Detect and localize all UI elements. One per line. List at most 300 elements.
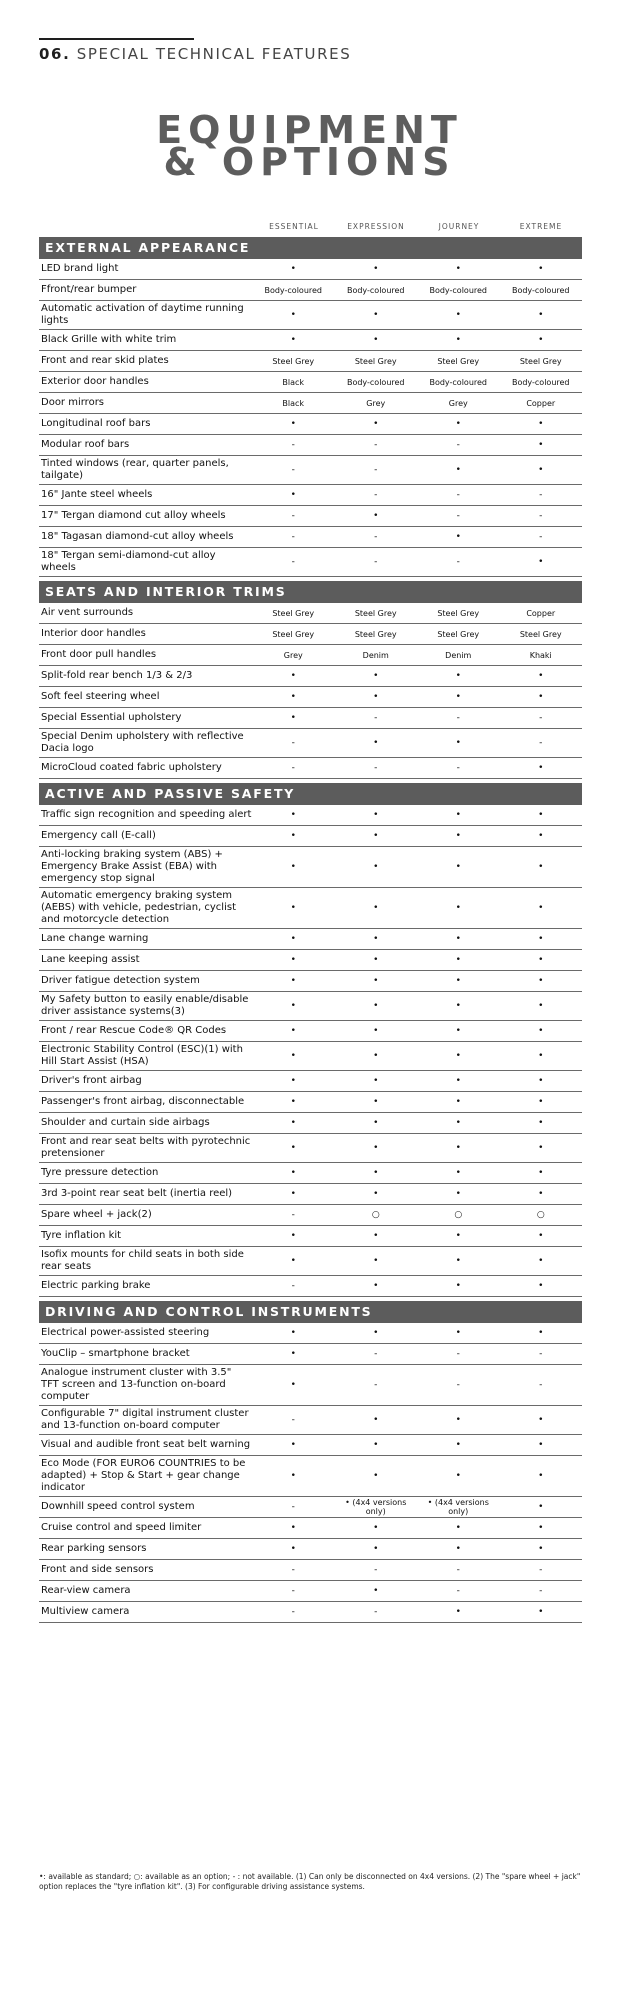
table-cell: • <box>290 692 296 702</box>
table-cell: • <box>373 1168 379 1178</box>
table-row <box>39 666 582 687</box>
feature-label: Passenger's front airbag, disconnectable <box>41 1096 245 1107</box>
table-cell: - <box>539 1380 543 1390</box>
table-row <box>39 280 582 301</box>
footnote: •: available as standard; ○: available as an option; - : not available. (1) Can only be disconnected on 4x4 versions. (2) The "spare wheel + jack" option replaces the "tyre inflation kit". (3) For configurable driving assistance systems. <box>39 1872 581 1891</box>
feature-label: Lane keeping assist <box>41 954 140 965</box>
table-row <box>39 1539 582 1560</box>
table-cell: • <box>538 310 544 320</box>
table-cell: • <box>455 831 461 841</box>
table-cell: - <box>291 763 295 773</box>
feature-label: Air vent surrounds <box>41 607 134 618</box>
table-cell: • <box>538 763 544 773</box>
table-cell: • <box>373 1143 379 1153</box>
table-cell: Body-coloured <box>511 377 570 387</box>
table-cell: • <box>373 511 379 521</box>
feature-label: Eco Mode (FOR EURO6 COUNTRIES to be adapted) + Stop & Start + gear change indicator <box>41 1458 246 1493</box>
table-cell: - <box>456 440 460 450</box>
table-cell: Steel Grey <box>354 608 397 618</box>
table-cell: • <box>373 419 379 429</box>
table-cell: • <box>290 713 296 723</box>
table-row <box>39 992 582 1021</box>
feature-label: Soft feel steering wheel <box>41 691 160 702</box>
table-cell: • <box>290 1471 296 1481</box>
table-cell: • <box>290 264 296 274</box>
table-cell: • <box>455 419 461 429</box>
table-cell: • <box>290 1118 296 1128</box>
feature-label: Front and rear skid plates <box>41 355 169 366</box>
table-cell: • <box>455 1097 461 1107</box>
feature-label: Emergency call (E-call) <box>41 830 156 841</box>
table-cell: • <box>455 1523 461 1533</box>
table-row <box>39 259 582 280</box>
table-row <box>39 1021 582 1042</box>
table-cell: - <box>539 738 543 748</box>
table-cell: • <box>455 1076 461 1086</box>
table-row <box>39 1323 582 1344</box>
column-header-essential: ESSENTIAL <box>269 222 319 231</box>
feature-label: Interior door handles <box>41 628 146 639</box>
section-header: EXTERNAL APPEARANCE <box>39 237 582 259</box>
table-row <box>39 1134 582 1163</box>
table-cell: • <box>290 419 296 429</box>
chapter-number: 06. <box>39 45 71 63</box>
table-cell: • <box>538 264 544 274</box>
table-cell: • <box>538 1440 544 1450</box>
table-cell: • <box>455 1415 461 1425</box>
table-cell: • <box>455 264 461 274</box>
table-cell: • <box>538 1502 544 1512</box>
table-row <box>39 1518 582 1539</box>
section-header: DRIVING AND CONTROL INSTRUMENTS <box>39 1301 582 1323</box>
table-cell: - <box>291 511 295 521</box>
table-cell: Black <box>282 398 305 408</box>
page-title-line1: EQUIPMENT <box>156 108 463 152</box>
table-cell: - <box>456 1586 460 1596</box>
table-cell: • <box>538 1471 544 1481</box>
table-cell: • <box>538 1118 544 1128</box>
table-cell: • <box>290 862 296 872</box>
table-cell: Grey <box>283 650 303 660</box>
table-row <box>39 485 582 506</box>
table-cell: - <box>539 511 543 521</box>
table-cell: • <box>373 810 379 820</box>
table-row <box>39 351 582 372</box>
table-row <box>39 1205 582 1226</box>
table-cell: Copper <box>526 608 556 618</box>
feature-label: Front and rear seat belts with pyrotechnic pretensioner <box>41 1136 251 1159</box>
table-cell: • <box>373 1256 379 1266</box>
table-cell: • <box>290 1440 296 1450</box>
table-cell: - <box>291 1607 295 1617</box>
table-row <box>39 826 582 847</box>
feature-label: Electric parking brake <box>41 1280 151 1291</box>
feature-label: Longitudinal roof bars <box>41 418 151 429</box>
feature-label: Tyre pressure detection <box>41 1167 159 1178</box>
feature-label: Automatic emergency braking system (AEBS) with vehicle, pedestrian, cyclist and motorcycle detection <box>41 890 236 925</box>
table-row <box>39 506 582 527</box>
table-cell: • <box>455 1051 461 1061</box>
table-cell: • <box>373 1118 379 1128</box>
table-cell: Steel Grey <box>354 629 397 639</box>
table-cell: • <box>455 1168 461 1178</box>
feature-label: Visual and audible front seat belt warning <box>41 1439 251 1450</box>
table-cell: - <box>291 1210 295 1220</box>
table-cell: • <box>538 335 544 345</box>
table-cell: • <box>290 1380 296 1390</box>
feature-label: Door mirrors <box>41 397 105 408</box>
table-cell: • <box>538 1415 544 1425</box>
table-cell: • <box>538 465 544 475</box>
table-cell: • <box>455 862 461 872</box>
feature-label: Rear parking sensors <box>41 1543 147 1554</box>
table-cell: • <box>538 903 544 913</box>
table-cell: • <box>538 1051 544 1061</box>
table-cell: Steel Grey <box>437 608 480 618</box>
table-cell: • <box>373 1051 379 1061</box>
table-cell: • <box>290 1001 296 1011</box>
feature-label: Special Essential upholstery <box>41 712 182 723</box>
table-row <box>39 414 582 435</box>
table-cell: • <box>455 1256 461 1266</box>
table-cell: - <box>374 532 378 542</box>
feature-label: Electronic Stability Control (ESC)(1) with Hill Start Assist (HSA) <box>41 1044 243 1067</box>
feature-label: Modular roof bars <box>41 439 130 450</box>
table-row <box>39 1344 582 1365</box>
table-cell: - <box>456 511 460 521</box>
table-cell: • <box>538 1231 544 1241</box>
table-cell: - <box>539 532 543 542</box>
table-cell: • <box>373 1544 379 1554</box>
table-cell: • <box>290 490 296 500</box>
feature-label: Analogue instrument cluster with 3.5" TFT screen and 13-function on-board computer <box>41 1367 232 1402</box>
table-row <box>39 929 582 950</box>
table-row <box>39 950 582 971</box>
table-cell: • <box>538 1001 544 1011</box>
table-row <box>39 805 582 826</box>
feature-label: Tinted windows (rear, quarter panels, tailgate) <box>41 458 229 481</box>
table-cell: • <box>290 1544 296 1554</box>
feature-label: Ffront/rear bumper <box>41 284 137 295</box>
table-cell: - <box>291 532 295 542</box>
table-cell: • <box>455 738 461 748</box>
table-cell: • <box>538 557 544 567</box>
table-cell: Body-coloured <box>346 377 405 387</box>
table-cell: - <box>539 1349 543 1359</box>
table-cell: • <box>538 934 544 944</box>
table-row <box>39 330 582 351</box>
table-cell: - <box>539 1586 543 1596</box>
table-cell: • <box>373 335 379 345</box>
header-rule <box>39 38 194 40</box>
table-cell: • <box>455 1231 461 1241</box>
feature-label: Tyre inflation kit <box>41 1230 122 1241</box>
table-cell: - <box>374 763 378 773</box>
table-cell: - <box>456 557 460 567</box>
table-row <box>39 1113 582 1134</box>
table-cell: - <box>374 465 378 475</box>
table-cell: ○ <box>536 1210 545 1220</box>
table-cell: - <box>374 713 378 723</box>
table-cell: • <box>538 671 544 681</box>
table-cell: • <box>290 810 296 820</box>
feature-label: Exterior door handles <box>41 376 149 387</box>
table-cell: - <box>291 1415 295 1425</box>
table-cell: • <box>373 831 379 841</box>
table-cell: • <box>538 1281 544 1291</box>
feature-label: YouClip – smartphone bracket <box>41 1348 190 1359</box>
table-cell: • <box>290 1168 296 1178</box>
table-cell: • <box>538 862 544 872</box>
table-cell: • <box>455 335 461 345</box>
table-cell: - <box>374 440 378 450</box>
table-cell: - <box>539 1565 543 1575</box>
table-cell: • <box>538 1143 544 1153</box>
table-cell: - <box>374 1380 378 1390</box>
table-cell: Steel Grey <box>519 356 562 366</box>
table-cell: • <box>373 862 379 872</box>
column-header-expression: EXPRESSION <box>347 222 405 231</box>
table-cell: • <box>373 264 379 274</box>
table-cell: Steel Grey <box>272 356 315 366</box>
table-cell: • <box>455 1001 461 1011</box>
feature-label: Isofix mounts for child seats in both side rear seats <box>41 1249 244 1272</box>
table-cell: • <box>290 1328 296 1338</box>
table-row <box>39 708 582 729</box>
table-cell: - <box>291 440 295 450</box>
table-cell: • <box>290 1026 296 1036</box>
table-cell: • <box>455 310 461 320</box>
table-cell: - <box>374 557 378 567</box>
table-cell: • <box>455 1026 461 1036</box>
table-cell: • <box>290 1523 296 1533</box>
table-cell: ○ <box>454 1210 463 1220</box>
table-row <box>39 1247 582 1276</box>
table-cell: • <box>538 1026 544 1036</box>
table-cell: - <box>456 763 460 773</box>
feature-label: Driver fatigue detection system <box>41 975 200 986</box>
table-cell: • <box>373 955 379 965</box>
table-cell: • (4x4 versions only) <box>427 1498 489 1516</box>
table-row <box>39 1406 582 1435</box>
table-cell: • <box>538 440 544 450</box>
table-cell: - <box>374 490 378 500</box>
table-cell: Khaki <box>529 650 552 660</box>
table-cell: - <box>456 1349 460 1359</box>
table-cell: • <box>455 1544 461 1554</box>
table-cell: Steel Grey <box>272 629 315 639</box>
table-cell: • <box>373 1440 379 1450</box>
table-cell: • <box>290 335 296 345</box>
table-cell: • <box>290 976 296 986</box>
table-cell: - <box>456 1380 460 1390</box>
table-row <box>39 1163 582 1184</box>
table-cell: • <box>290 934 296 944</box>
table-cell: • <box>373 1189 379 1199</box>
table-row <box>39 1184 582 1205</box>
table-cell: - <box>374 1565 378 1575</box>
table-cell: - <box>291 1586 295 1596</box>
table-cell: • <box>455 1281 461 1291</box>
table-cell: Grey <box>366 398 386 408</box>
table-row <box>39 624 582 645</box>
table-row <box>39 372 582 393</box>
table-cell: • <box>373 934 379 944</box>
table-row <box>39 603 582 624</box>
table-cell: • (4x4 versions only) <box>345 1498 407 1516</box>
table-row <box>39 1435 582 1456</box>
table-cell: • <box>538 1097 544 1107</box>
table-cell: • <box>538 1607 544 1617</box>
feature-label: Driver's front airbag <box>41 1075 142 1086</box>
feature-label: Automatic activation of daytime running lights <box>41 303 244 326</box>
table-row <box>39 301 582 330</box>
table-cell: • <box>538 419 544 429</box>
table-cell: • <box>290 1231 296 1241</box>
table-cell: • <box>455 810 461 820</box>
feature-label: Traffic sign recognition and speeding alert <box>41 809 252 820</box>
page-title-line2: & OPTIONS <box>163 140 456 184</box>
table-cell: • <box>538 1544 544 1554</box>
table-row <box>39 729 582 758</box>
table-cell: • <box>290 1349 296 1359</box>
table-cell: Steel Grey <box>354 356 397 366</box>
feature-label: Lane change warning <box>41 933 149 944</box>
table-row <box>39 1456 582 1497</box>
table-row <box>39 435 582 456</box>
table-cell: Body-coloured <box>511 285 570 295</box>
table-cell: • <box>290 1097 296 1107</box>
table-cell: • <box>455 1328 461 1338</box>
column-header-journey: JOURNEY <box>438 222 480 231</box>
table-row <box>39 1226 582 1247</box>
table-cell: - <box>291 1281 295 1291</box>
table-cell: • <box>538 976 544 986</box>
table-cell: • <box>455 1118 461 1128</box>
feature-label: 16" Jante steel wheels <box>41 489 153 500</box>
table-cell: • <box>455 934 461 944</box>
section-header: ACTIVE AND PASSIVE SAFETY <box>39 783 582 805</box>
table-cell: • <box>290 831 296 841</box>
table-cell: - <box>291 1502 295 1512</box>
column-header-extreme: EXTREME <box>519 222 563 231</box>
table-row <box>39 847 582 888</box>
table-cell: Copper <box>526 398 556 408</box>
table-cell: • <box>373 976 379 986</box>
table-cell: - <box>291 557 295 567</box>
table-cell: • <box>538 955 544 965</box>
table-cell: Denim <box>445 650 472 660</box>
feature-label: Split-fold rear bench 1/3 & 2/3 <box>41 670 193 681</box>
section-header: SEATS AND INTERIOR TRIMS <box>39 581 582 603</box>
table-row <box>39 393 582 414</box>
table-row <box>39 687 582 708</box>
table-cell: • <box>538 1328 544 1338</box>
table-cell: - <box>374 1349 378 1359</box>
feature-label: Configurable 7" digital instrument cluster and 13-function on-board computer <box>41 1408 249 1431</box>
table-cell: Steel Grey <box>437 629 480 639</box>
table-cell: • <box>373 903 379 913</box>
table-cell: • <box>455 903 461 913</box>
table-cell: • <box>373 1471 379 1481</box>
chapter-title: SPECIAL TECHNICAL FEATURES <box>76 45 352 63</box>
feature-label: Black Grille with white trim <box>41 334 177 345</box>
table-cell: - <box>456 713 460 723</box>
equipment-table <box>39 235 582 1625</box>
table-cell: • <box>290 1143 296 1153</box>
table-cell: • <box>538 1256 544 1266</box>
table-cell: - <box>374 1607 378 1617</box>
table-cell: • <box>455 532 461 542</box>
feature-label: Spare wheel + jack(2) <box>41 1209 152 1220</box>
table-cell: • <box>538 810 544 820</box>
table-cell: Denim <box>362 650 389 660</box>
table-cell: • <box>373 1076 379 1086</box>
table-cell: • <box>373 1281 379 1291</box>
table-cell: • <box>290 1051 296 1061</box>
feature-label: Anti-locking braking system (ABS) + Emergency Brake Assist (EBA) with emergency stop signal <box>41 849 223 884</box>
table-row <box>39 1071 582 1092</box>
feature-label: 17" Tergan diamond cut alloy wheels <box>41 510 226 521</box>
table-cell: Steel Grey <box>519 629 562 639</box>
table-cell: - <box>539 713 543 723</box>
table-row <box>39 645 582 666</box>
feature-label: Shoulder and curtain side airbags <box>41 1117 210 1128</box>
table-cell: • <box>455 1143 461 1153</box>
table-row <box>39 1092 582 1113</box>
table-cell: - <box>291 465 295 475</box>
table-row <box>39 1276 582 1297</box>
table-row <box>39 456 582 485</box>
feature-label: 18" Tergan semi-diamond-cut alloy wheels <box>41 550 216 573</box>
table-cell: • <box>290 955 296 965</box>
table-row <box>39 888 582 929</box>
feature-label: My Safety button to easily enable/disable driver assistance systems(3) <box>41 994 249 1017</box>
table-cell: Body-coloured <box>429 377 488 387</box>
table-cell: • <box>373 1231 379 1241</box>
table-cell: • <box>455 976 461 986</box>
table-cell: • <box>455 1189 461 1199</box>
table-cell: • <box>455 1440 461 1450</box>
table-cell: • <box>290 310 296 320</box>
table-cell: Black <box>282 377 305 387</box>
table-cell: • <box>455 692 461 702</box>
table-cell: • <box>455 1471 461 1481</box>
table-cell: • <box>373 1328 379 1338</box>
table-row <box>39 758 582 779</box>
table-cell: - <box>291 1565 295 1575</box>
feature-label: Special Denim upholstery with reflective Dacia logo <box>41 731 244 754</box>
feature-label: Front door pull handles <box>41 649 157 660</box>
table-row <box>39 1497 582 1518</box>
table-cell: • <box>373 1523 379 1533</box>
feature-label: MicroCloud coated fabric upholstery <box>41 762 222 773</box>
feature-label: Downhill speed control system <box>41 1501 195 1512</box>
table-cell: • <box>373 1586 379 1596</box>
table-cell: • <box>538 1189 544 1199</box>
table-row <box>39 1602 582 1623</box>
table-cell: • <box>290 903 296 913</box>
table-cell: • <box>290 1256 296 1266</box>
feature-label: Multiview camera <box>41 1606 130 1617</box>
table-cell: • <box>373 1415 379 1425</box>
table-cell: • <box>373 671 379 681</box>
feature-label: 18" Tagasan diamond-cut alloy wheels <box>41 531 234 542</box>
table-cell: - <box>456 490 460 500</box>
table-cell: • <box>373 1001 379 1011</box>
table-row <box>39 1365 582 1406</box>
table-cell: • <box>538 831 544 841</box>
